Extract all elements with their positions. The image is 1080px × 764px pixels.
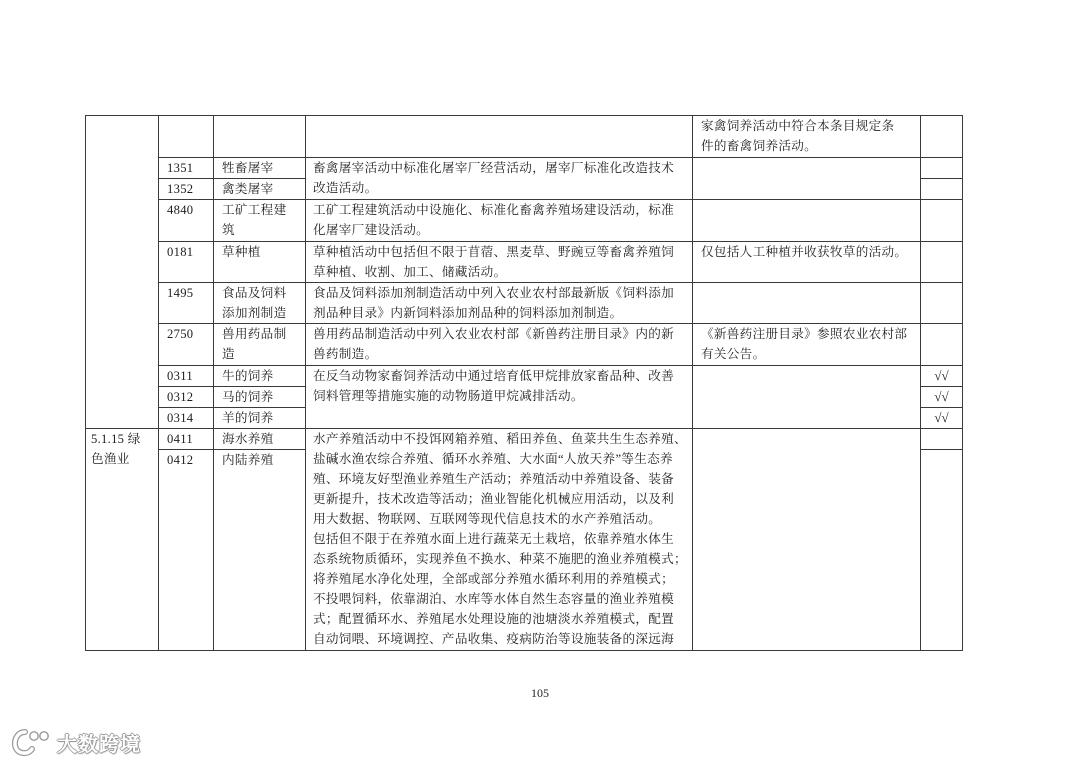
category-label: 色渔业 <box>91 452 130 466</box>
industry-name: 牛的饲养 <box>222 369 274 383</box>
industry-name: 添加剂制造 <box>222 306 287 320</box>
industry-name: 羊的饲养 <box>222 411 274 425</box>
description-line: 用大数据、物联网、互联网等现代信息技术的水产养殖活动。 <box>313 512 662 526</box>
description-line: 兽药制造。 <box>313 347 378 361</box>
category-label: 5.1.15 绿 <box>91 432 141 446</box>
note-line: 家禽饲养活动中符合本条目规定条 <box>701 119 895 133</box>
note-line: 有关公告。 <box>701 347 766 361</box>
code-cell <box>159 366 214 387</box>
name-cell <box>214 242 306 283</box>
note-cell <box>693 429 921 651</box>
table-row-1351 <box>86 158 963 179</box>
name-cell <box>214 179 306 200</box>
note-cell <box>693 200 921 242</box>
industry-name: 筑 <box>222 223 235 237</box>
mark-cell <box>921 179 963 200</box>
code-cell <box>159 200 214 242</box>
industry-name: 马的饲养 <box>222 390 274 404</box>
mark-cell <box>921 450 963 651</box>
category-cell <box>86 429 159 651</box>
description-line: 草种植、收割、加工、储藏活动。 <box>313 265 507 279</box>
industry-code: 1351 <box>167 161 194 175</box>
check-mark: √√ <box>934 389 949 404</box>
description-cell <box>306 366 693 429</box>
industry-code: 1352 <box>167 182 194 196</box>
mark-cell <box>921 200 963 242</box>
industry-code: 4840 <box>167 203 194 217</box>
industry-name: 草种植 <box>222 245 261 259</box>
description-line: 饲料管理等措施实施的动物肠道甲烷减排活动。 <box>313 389 584 403</box>
description-line: 殖、环境友好型渔业养殖生产活动；养殖活动中养殖设备、装备 <box>313 472 675 486</box>
description-line: 食品及饲料添加剂制造活动中列入农业农村部最新版《饲料添加 <box>313 286 675 300</box>
industry-name: 内陆养殖 <box>222 453 274 467</box>
code-cell <box>159 429 214 450</box>
description-line: 剂品种目录》内新饲料添加剂品种的饲料添加剂制造。 <box>313 306 623 320</box>
category-cell-previous <box>86 116 159 429</box>
description-cell <box>306 158 693 200</box>
description-line: 水产养殖活动中不投饵网箱养殖、稻田养鱼、鱼菜共生生态养殖、 <box>313 432 687 446</box>
check-mark: √√ <box>934 410 949 425</box>
description-line: 态系统物质循环，实现养鱼不换水、种菜不施肥的渔业养殖模式； <box>313 552 687 566</box>
description-cell <box>306 283 693 324</box>
description-cell <box>306 200 693 242</box>
name-cell <box>214 283 306 324</box>
note-line: 仅包括人工种植并收获牧草的活动。 <box>701 245 908 259</box>
mark-cell <box>921 242 963 283</box>
description-cell <box>306 324 693 366</box>
code-cell <box>159 283 214 324</box>
description-line: 兽用药品制造活动中列入农业农村部《新兽药注册目录》内的新 <box>313 327 675 341</box>
mark-cell <box>921 158 963 179</box>
name-cell <box>214 387 306 408</box>
mark-cell <box>921 429 963 450</box>
note-cell <box>693 324 921 366</box>
description-line: 草种植活动中包括但不限于苜蓿、黑麦草、野豌豆等畜禽养殖饲 <box>313 245 675 259</box>
code-cell <box>159 324 214 366</box>
watermark-text: 大数跨境 <box>57 731 141 756</box>
industry-name: 工矿工程建 <box>222 203 287 217</box>
name-cell <box>214 450 306 651</box>
industry-name: 兽用药品制 <box>222 327 287 341</box>
description-cell <box>306 242 693 283</box>
industry-code: 0411 <box>167 432 193 446</box>
industry-code: 2750 <box>167 327 194 341</box>
description-line: 包括但不限于在养殖水面上进行蔬菜无土栽培，依靠养殖水体生 <box>313 532 675 546</box>
mark-cell <box>921 324 963 366</box>
code-cell <box>159 408 214 429</box>
note-cell <box>693 283 921 324</box>
description-line: 改造活动。 <box>313 181 378 195</box>
industry-name: 食品及饲料 <box>222 286 287 300</box>
name-cell <box>214 429 306 450</box>
mark-cell <box>921 387 963 408</box>
description-line: 畜禽屠宰活动中标准化屠宰厂经营活动，屠宰厂标准化改造技术 <box>313 161 675 175</box>
table-row-1495 <box>86 283 963 324</box>
mark-cell <box>921 116 963 158</box>
description-line: 在反刍动物家畜饲养活动中通过培育低甲烷排放家畜品种、改善 <box>313 369 675 383</box>
table-row-4840 <box>86 200 963 242</box>
name-cell <box>214 324 306 366</box>
description-line: 盐碱水渔农综合养殖、循环水养殖、大水面“人放天养”等生态养 <box>313 452 673 466</box>
mark-cell <box>921 366 963 387</box>
description-line: 自动饲喂、环境调控、产品收集、疫病防治等设施装备的深远海 <box>313 632 675 646</box>
industry-classification-table <box>85 115 963 651</box>
name-cell <box>214 158 306 179</box>
description-line: 更新提升，技术改造等活动；渔业智能化机械应用活动，以及利 <box>313 492 675 506</box>
industry-name: 牲畜屠宰 <box>222 161 274 175</box>
code-cell <box>159 450 214 651</box>
table-row-2750 <box>86 324 963 366</box>
description-line: 工矿工程建筑活动中设施化、标准化畜禽养殖场建设活动，标准 <box>313 203 675 217</box>
name-cell <box>214 116 306 158</box>
code-cell <box>159 116 214 158</box>
mark-cell <box>921 283 963 324</box>
description-line: 不投喂饲料，依靠湖泊、水库等水体自然生态容量的渔业养殖模 <box>313 592 675 606</box>
industry-code: 0181 <box>167 245 194 259</box>
mark-cell <box>921 408 963 429</box>
table-row-0411 <box>86 429 963 450</box>
table-row-continued <box>86 116 963 158</box>
code-cell <box>159 387 214 408</box>
description-line: 化屠宰厂建设活动。 <box>313 223 430 237</box>
table-row-0181 <box>86 242 963 283</box>
industry-name: 造 <box>222 347 235 361</box>
description-line: 将养殖尾水净化处理，全部或部分养殖水循环利用的养殖模式； <box>313 572 675 586</box>
note-cell <box>693 242 921 283</box>
code-cell <box>159 242 214 283</box>
description-line: 式；配置循环水、养殖尾水处理设施的池塘淡水养殖模式，配置 <box>313 612 675 626</box>
description-cell <box>306 429 693 651</box>
industry-code: 0412 <box>167 453 194 467</box>
watermark <box>8 726 141 758</box>
note-cell <box>693 158 921 200</box>
note-line: 件的畜禽饲养活动。 <box>701 139 818 153</box>
page-number: 105 <box>531 686 549 700</box>
industry-code: 1495 <box>167 286 194 300</box>
industry-name: 海水养殖 <box>222 432 274 446</box>
industry-name: 禽类屠宰 <box>222 182 274 196</box>
name-cell <box>214 408 306 429</box>
code-cell <box>159 158 214 179</box>
note-cell <box>693 116 921 158</box>
name-cell <box>214 200 306 242</box>
note-line: 《新兽药注册目录》参照农业农村部 <box>701 327 908 341</box>
code-cell <box>159 179 214 200</box>
table-row-0311 <box>86 366 963 387</box>
name-cell <box>214 366 306 387</box>
description-cell <box>306 116 693 158</box>
industry-code: 0312 <box>167 390 194 404</box>
check-mark: √√ <box>934 368 949 383</box>
industry-code: 0314 <box>167 411 194 425</box>
industry-code: 0311 <box>167 369 193 383</box>
brand-logo-icon <box>8 727 52 757</box>
note-cell <box>693 366 921 429</box>
